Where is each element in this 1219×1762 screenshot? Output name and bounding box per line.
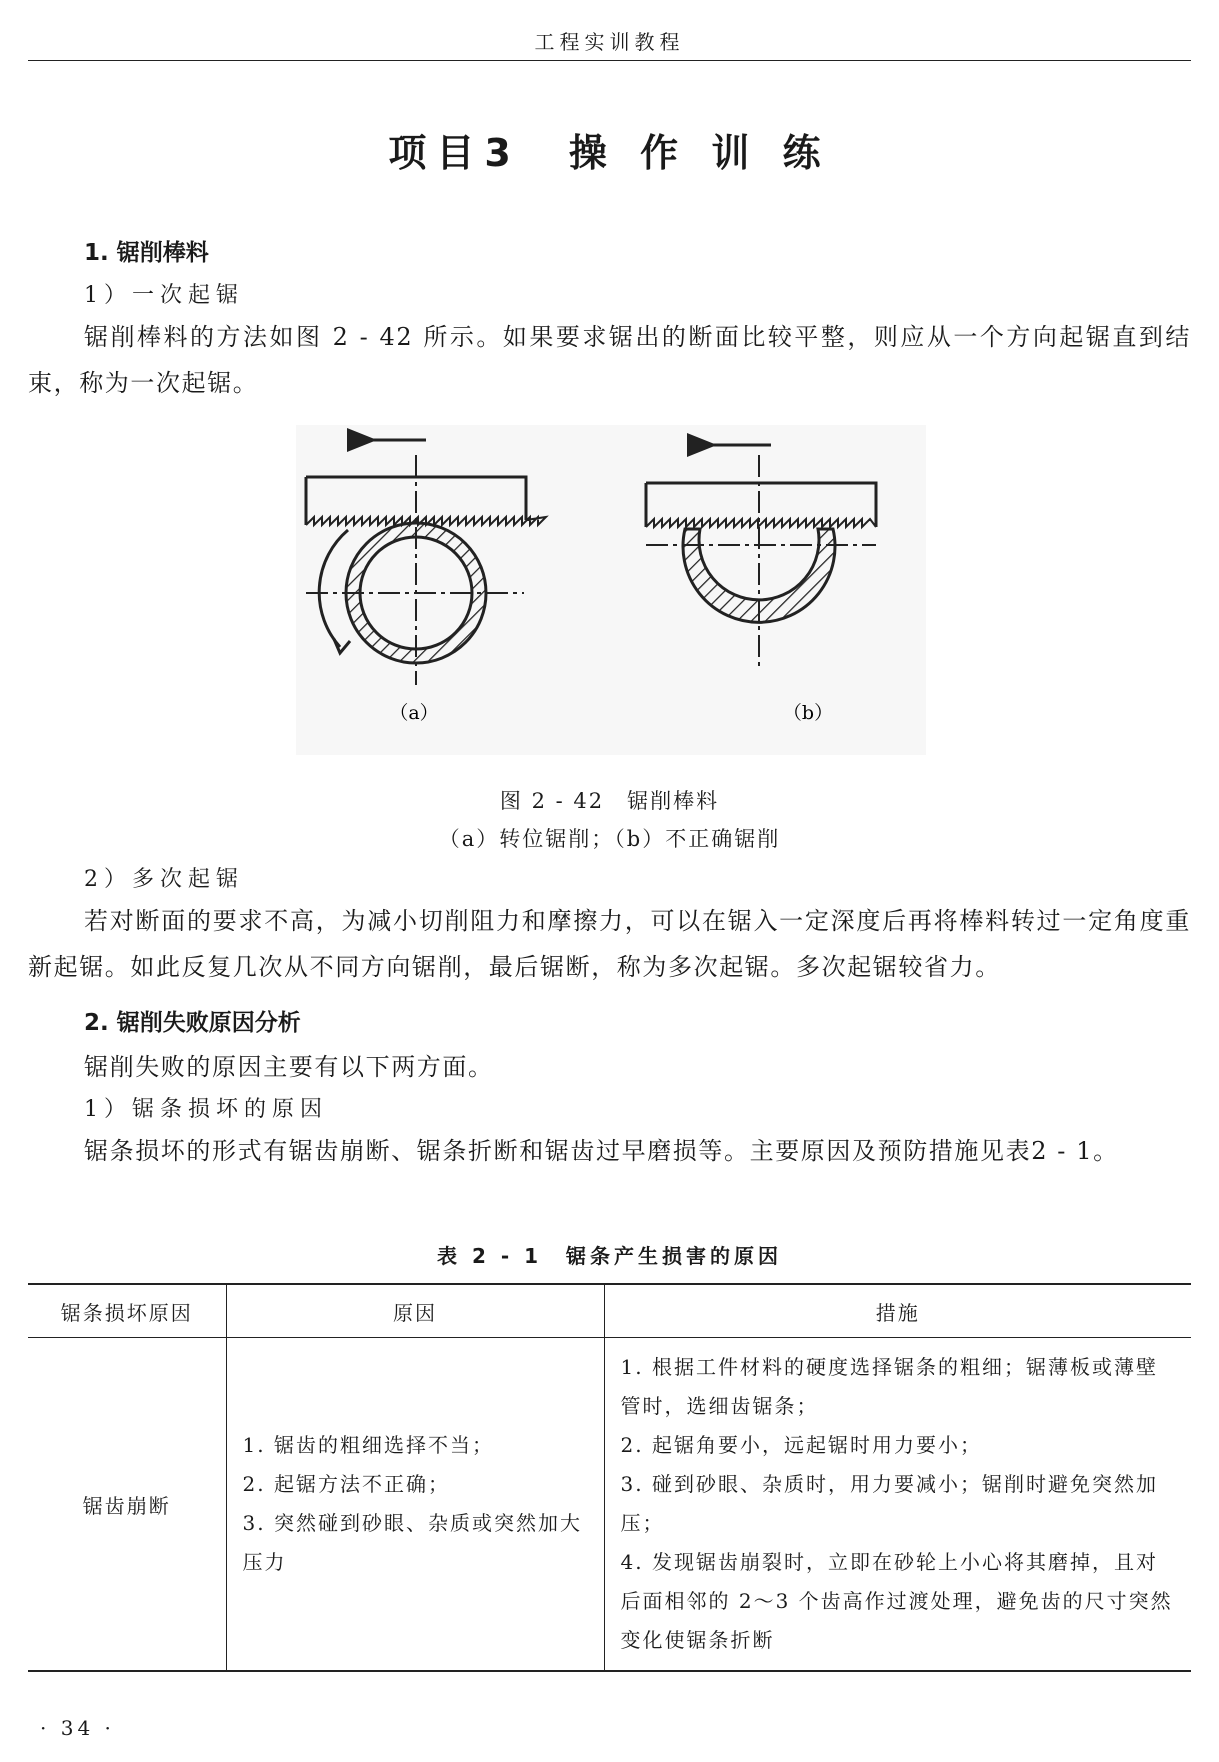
running-header: 工程实训教程: [534, 30, 685, 54]
page-title: 项目3 操 作 训 练: [388, 131, 831, 175]
paragraph-2-1: 锯条损坏的形式有锯齿崩断、锯条折断和锯齿过早磨损等。主要原因及预防措施见表2 - 1。: [84, 1137, 1119, 1165]
table-header-measure: 措施: [604, 1284, 1191, 1338]
measure-item: 4. 发现锯齿崩裂时，立即在砂轮上小心将其磨掉，且对后面相邻的 2～3 个齿高作过渡处理，避免齿的尺寸突然变化使锯条折断: [620, 1550, 1173, 1652]
table-title: 表 2 - 1 锯条产生损害的原因: [436, 1244, 783, 1268]
cause-item: 2. 起锯方法不正确；: [242, 1472, 450, 1496]
cause-item: 1. 锯齿的粗细选择不当；: [242, 1433, 494, 1457]
cell-damage-type: 锯齿崩断: [28, 1338, 226, 1672]
subheading-1-1: 1）一次起锯: [84, 283, 244, 308]
figure-subcaption: （a）转位锯削；（b）不正确锯削: [438, 827, 781, 851]
measure-item: 2. 起锯角要小，远起锯时用力要小；: [620, 1433, 982, 1457]
paragraph-1-1: 锯削棒料的方法如图 2 - 42 所示。如果要求锯出的断面比较平整，则应从一个方向起锯直到结束，称为一次起锯。: [28, 323, 1191, 397]
paragraph-1-2: 若对断面的要求不高，为减小切削阻力和摩擦力，可以在锯入一定深度后再将棒料转过一定角度重新起锯。如此反复几次从不同方向锯削，最后锯断，称为多次起锯。多次起锯较省力。: [28, 907, 1191, 981]
figure-caption: 图 2 - 42 锯削棒料: [499, 789, 720, 813]
subheading-2-1: 1）锯条损坏的原因: [84, 1097, 328, 1122]
cell-causes: [226, 1338, 604, 1672]
measure-item: 3. 碰到砂眼、杂质时，用力要减小；锯削时避免突然加压；: [620, 1472, 1158, 1535]
table-header-cause: 原因: [226, 1284, 604, 1338]
measure-item: 1. 根据工件材料的硬度选择锯条的粗细；锯薄板或薄壁管时，选细齿锯条；: [620, 1355, 1158, 1418]
page-number: · 34 ·: [40, 1716, 115, 1740]
saw-figure-drawing: [296, 425, 926, 755]
figure-a-drawing: [306, 440, 546, 685]
figure-label-b: （b）: [782, 702, 834, 724]
paragraph-2-intro: 锯削失败的原因主要有以下两方面。: [84, 1053, 494, 1081]
figure-label-a: （a）: [389, 702, 439, 724]
table-header-row: [28, 1284, 1191, 1338]
header-rule: [28, 60, 1191, 61]
subheading-1-2: 2）多次起锯: [84, 867, 244, 892]
section-heading-1: 1. 锯削棒料: [84, 240, 209, 266]
cell-measures: [604, 1338, 1191, 1672]
figure-b-drawing: [646, 445, 876, 670]
table-row: [28, 1338, 1191, 1672]
damage-cause-table: [28, 1283, 1191, 1672]
section-heading-2: 2. 锯削失败原因分析: [84, 1010, 301, 1036]
cause-item: 3. 突然碰到砂眼、杂质或突然加大压力: [242, 1511, 582, 1574]
table-header-type: 锯条损坏原因: [28, 1284, 226, 1338]
figure-2-42: [296, 425, 926, 755]
